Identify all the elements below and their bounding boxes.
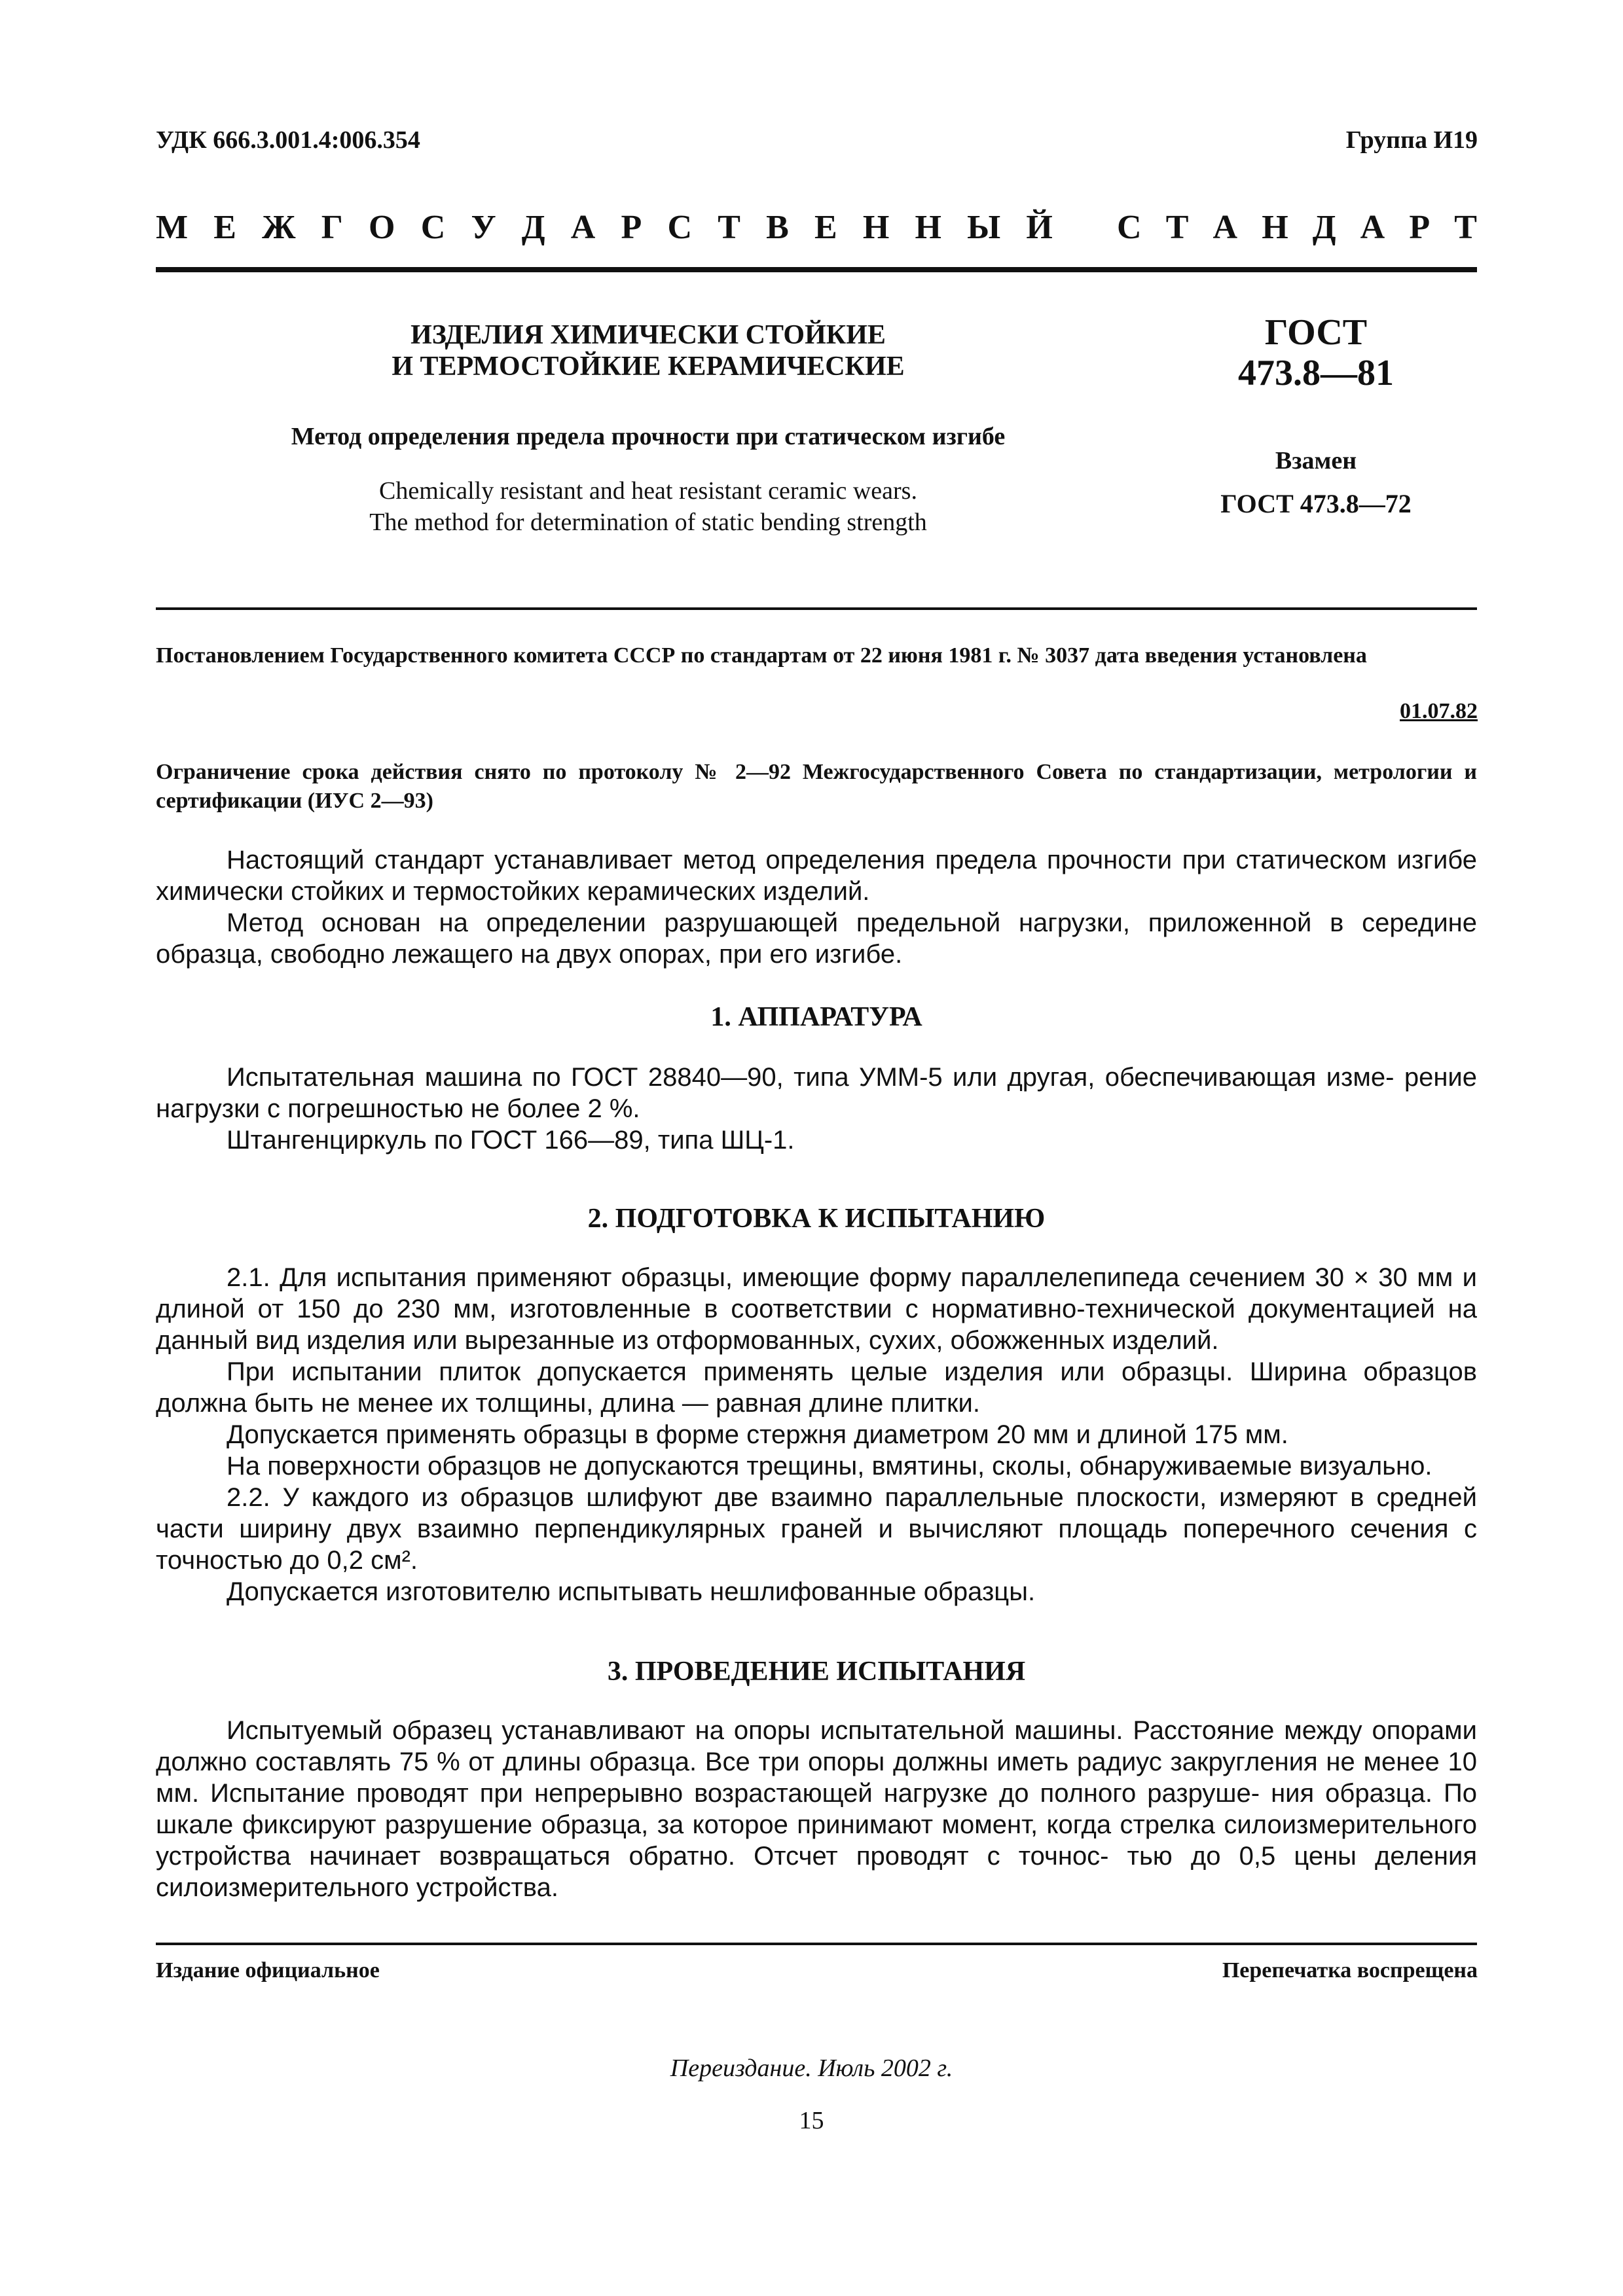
paragraph: Штангенциркуль по ГОСТ 166—89, типа ШЦ-1.: [227, 1126, 795, 1155]
gost-number: 473.8—81: [1238, 353, 1394, 393]
banner-letter: Е: [814, 209, 837, 246]
paragraph: 2.2. У каждого из образцов шлифуют две взаимно параллельные плоскости, измеряют в средней части ширину двух взаимно перпендикулярных граней и вычисляют площадь поперечного сечения с точностью до 0,2 см².: [156, 1483, 1477, 1575]
banner-letter: Т: [718, 209, 740, 246]
reprint-prohibited-label: Перепечатка воспрещена: [1222, 1958, 1478, 1982]
replaces-number: ГОСТ 473.8—72: [1220, 489, 1412, 518]
paragraph: Допускается применять образцы в форме стержня диаметром 20 мм и длиной 175 мм.: [227, 1420, 1288, 1449]
banner-letter: О: [369, 209, 395, 246]
decree-effective-date: 01.07.82: [1400, 699, 1478, 723]
banner-letter: Ы: [967, 209, 1001, 246]
banner-letter: Е: [213, 209, 236, 246]
banner-letter: А: [1360, 209, 1385, 246]
paragraph: Испытуемый образец устанавливают на опоры испытательной машины. Расстояние между опорами должно составлять 75 % от длины образца. Все три опоры должны иметь радиус закругления не менее 10 мм. Испытание проводят при непрерывно возрастающей нагрузке до полного разруше- ния образца. По шкале фиксируют разрушение образца, за которое принимают момент, когда стрелка силоизмерительного устройства начинает возвращаться обратно. Отсчет проводят с точнос- тью до 0,5 цены деления силоизмерительного устройства.: [156, 1716, 1477, 1902]
section-apparatus-body: [156, 1062, 1477, 1156]
footer-rule: [156, 1943, 1477, 1945]
banner-letter: Ж: [262, 209, 296, 246]
section-heading-testing: 3. ПРОВЕДЕНИЕ ИСПЫТАНИЯ: [607, 1657, 1026, 1687]
section-heading-preparation: 2. ПОДГОТОВКА К ИСПЫТАНИЮ: [587, 1204, 1046, 1234]
replaces-label: Взамен: [1275, 447, 1357, 475]
banner-word-interstate: [156, 208, 1053, 247]
banner-letter: В: [766, 209, 789, 246]
paragraph: 2.1. Для испытания применяют образцы, имеющие форму параллелепипеда сечением 30 × 30 мм и длиной от 150 до 230 мм, изготовленные в соответствии с нормативно-технической документацией на данный вид изделия или вырезанные из отформованных, сухих, обожженных изделий.: [156, 1263, 1477, 1355]
subtitle-en-line-2: The method for determination of static bending strength: [369, 509, 927, 536]
banner-letter: М: [156, 209, 189, 246]
paragraph: На поверхности образцов не допускаются трещины, вмятины, сколы, обнаруживаемые визуально.: [227, 1452, 1432, 1480]
gost-designation: [1159, 313, 1473, 519]
banner-letter: А: [570, 209, 596, 246]
page-number: 15: [799, 2107, 824, 2134]
banner-letter: Т: [1454, 209, 1477, 246]
banner-letter: Н: [915, 209, 941, 246]
banner-letter: Р: [621, 209, 642, 246]
banner-letter: С: [420, 209, 446, 246]
header-rule: [156, 267, 1477, 272]
banner-word-standard: [1117, 208, 1477, 247]
section-heading-apparatus: 1. АППАРАТУРА: [710, 1002, 922, 1032]
banner-letter: Н: [1262, 209, 1288, 246]
paragraph: Испытательная машина по ГОСТ 28840—90, типа УММ-5 или другая, обеспечивающая изме- рение нагрузки с погрешностью не более 2 %.: [156, 1063, 1477, 1123]
banner-letter: Н: [862, 209, 890, 246]
intro-section: [156, 844, 1477, 970]
paragraph: Метод основан на определении разрушающей предельной нагрузки, приложенной в середине образца, свободно лежащего на двух опорах, при его изгибе.: [156, 908, 1477, 969]
banner-letter: Г: [321, 209, 343, 246]
document-title-line-1: ИЗДЕЛИЯ ХИМИЧЕСКИ СТОЙКИЕ: [410, 320, 886, 350]
official-edition-label: Издание официальное: [156, 1958, 380, 1982]
restriction-note: Ограничение срока действия снято по протоколу № 2—92 Межгосударственного Совета по стандартизации, метрологии и сертификации (ИУС 2—93): [156, 760, 1477, 813]
banner-letter: У: [471, 209, 496, 246]
group-code: Группа И19: [1345, 126, 1478, 154]
section-testing-body: [156, 1715, 1477, 1903]
banner-letter: Д: [521, 209, 545, 246]
decree-text: Постановлением Государственного комитета СССР по стандартам от 22 июня 1981 г. № 3037 дата введения установлена: [156, 643, 1367, 668]
gost-label: ГОСТ: [1264, 312, 1368, 353]
title-block: [196, 319, 1100, 538]
section-preparation-body: [156, 1262, 1477, 1607]
banner-letter: С: [1117, 209, 1142, 246]
subtitle-en-line-1: Chemically resistant and heat resistant ceramic wears.: [379, 477, 917, 505]
banner-letter: Т: [1165, 209, 1189, 246]
banner-letter: А: [1213, 209, 1238, 246]
banner-letter: Д: [1312, 209, 1336, 246]
reissue-note: Переиздание. Июль 2002 г.: [670, 2054, 953, 2082]
udk-code: УДК 666.3.001.4:006.354: [156, 126, 420, 154]
method-subtitle-en: [196, 475, 1100, 538]
document-title-line-2: И ТЕРМОСТОЙКИЕ КЕРАМИЧЕСКИЕ: [392, 351, 905, 382]
title-rule: [156, 607, 1477, 610]
method-subtitle-ru: Метод определения предела прочности при статическом изгибе: [291, 423, 1006, 450]
paragraph: При испытании плиток допускается применять целые изделия или образцы. Ширина образцов должна быть не менее их толщины, длина — равная длине плитки.: [156, 1357, 1477, 1418]
paragraph: Допускается изготовителю испытывать нешлифованные образцы.: [227, 1577, 1036, 1606]
banner-letter: С: [667, 209, 693, 246]
banner-letter: Р: [1409, 209, 1431, 246]
interstate-standard-banner: [156, 208, 1477, 247]
paragraph: Настоящий стандарт устанавливает метод определения предела прочности при статическом изгибе химически стойких и термостойких керамических изделий.: [156, 846, 1477, 906]
banner-letter: Й: [1026, 209, 1053, 246]
